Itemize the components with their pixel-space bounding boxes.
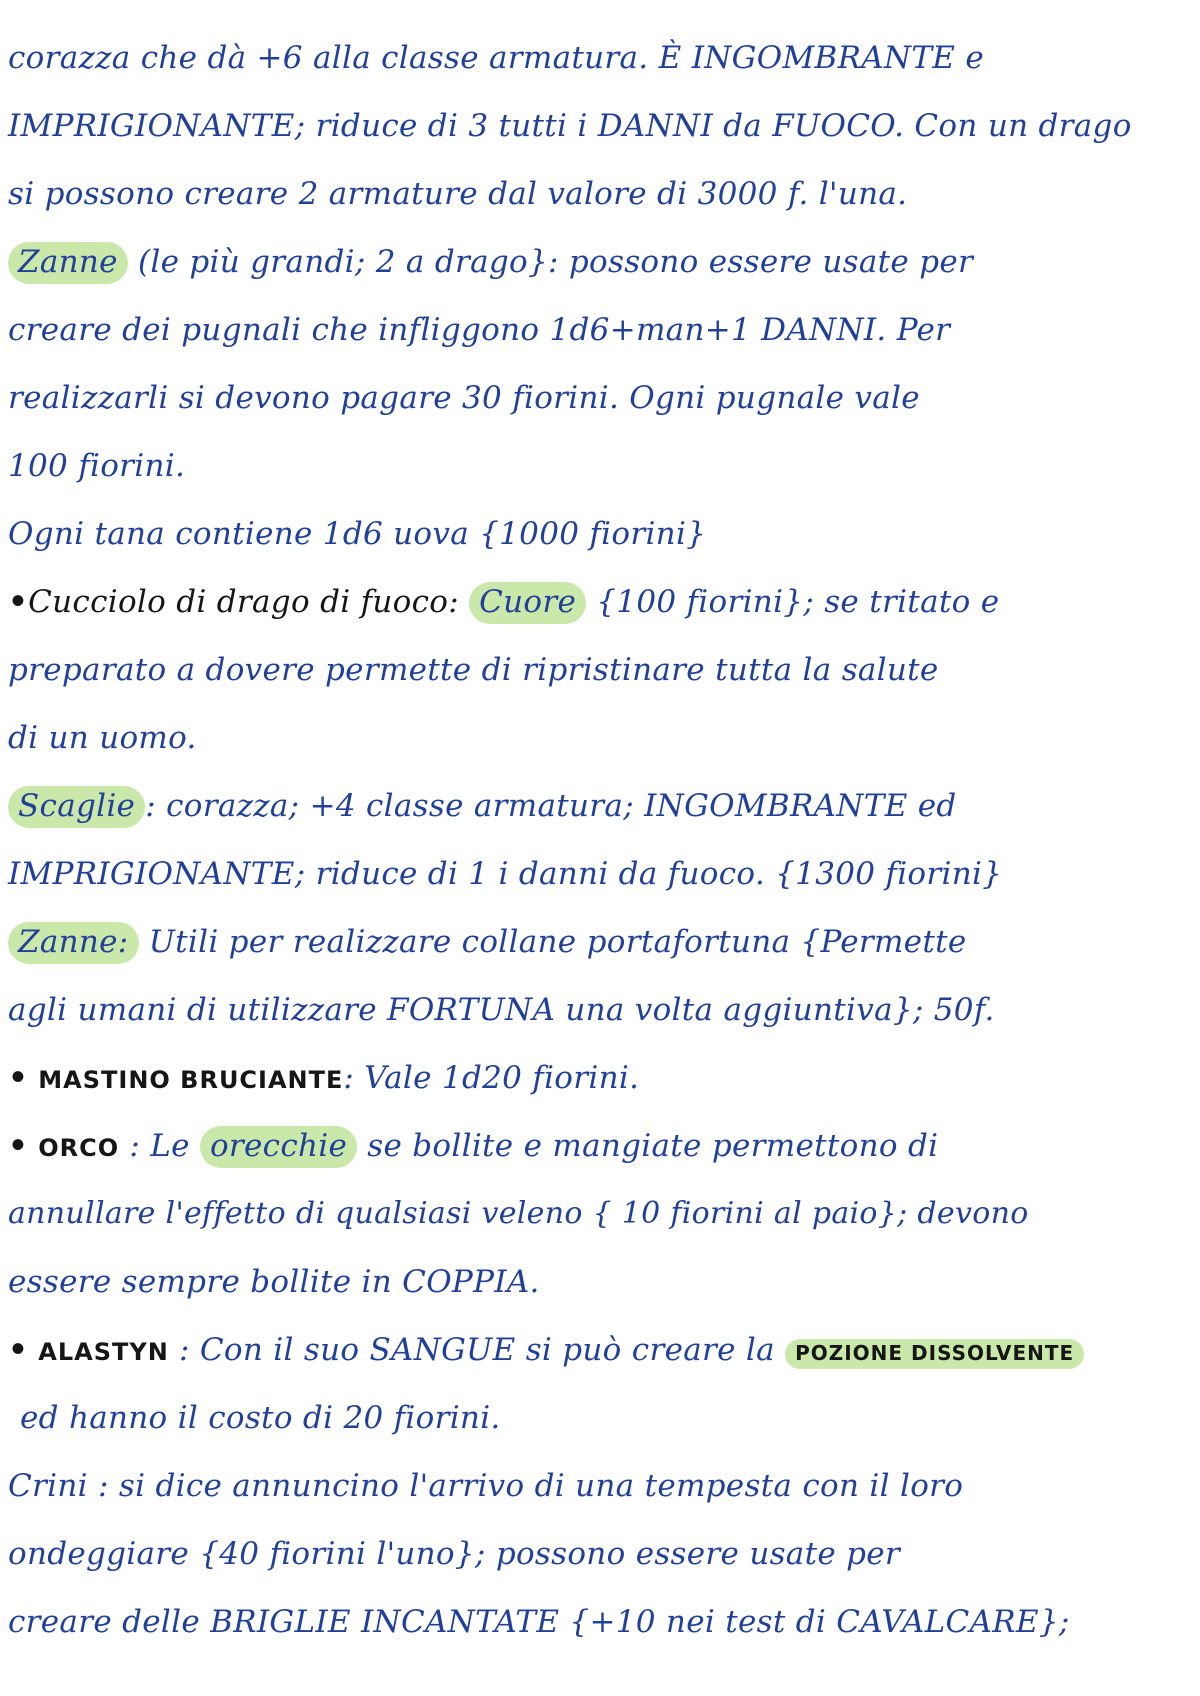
note-text: (le più grandi; 2 a drago}: possono essere usate per [127, 244, 974, 280]
highlighted-term: Zanne [8, 242, 128, 284]
note-line-12 [8, 780, 1192, 832]
note-text: IMPRIGIONANTE; riduce di 3 tutti i DANNI da FUOCO. Con un drago [8, 108, 1132, 144]
note-text: : corazza; +4 classe armatura; INGOMBRANTE ed [145, 788, 957, 824]
note-text: Ogni tana contiene 1d6 uova {1000 fiorini} [8, 516, 707, 552]
note-text: annullare l'effetto di qualsiasi veleno { 10 fiorini al paio}; devono [8, 1196, 1029, 1231]
note-text: creare delle BRIGLIE INCANTATE {+10 nei test di CAVALCARE}; [8, 1604, 1070, 1640]
note-line-10 [8, 644, 1192, 696]
note-text: Crini : si dice annuncino l'arrivo di una tempesta con il loro [8, 1468, 964, 1504]
note-text: : Le [119, 1128, 200, 1164]
note-text: 100 fiorini. [8, 448, 186, 484]
note-line-19 [8, 1256, 1192, 1308]
highlighted-term: Cuore [469, 582, 586, 624]
note-text: creare dei pugnali che infliggono 1d6+man+1 DANNI. Per [8, 312, 951, 348]
note-text: di un uomo. [8, 720, 197, 756]
note-line-16 [8, 1052, 1192, 1104]
note-text: : Vale 1d20 fiorini. [343, 1060, 640, 1096]
note-line-2 [8, 100, 1192, 152]
note-line-11 [8, 712, 1192, 764]
highlighted-term: Zanne: [8, 922, 139, 964]
note-text: IMPRIGIONANTE; riduce di 1 i danni da fuoco. {1300 fiorini} [8, 856, 1003, 892]
note-text: si possono creare 2 armature dal valore di 3000 f. l'una. [8, 176, 908, 212]
note-text: : Con il suo SANGUE si può creare la [168, 1332, 786, 1368]
note-line-14 [8, 916, 1192, 968]
entry-title: ORCO [38, 1134, 120, 1162]
note-text: corazza che dà +6 alla classe armatura. È INGOMBRANTE e [8, 40, 985, 76]
note-line-23 [8, 1528, 1192, 1580]
note-line-6 [8, 372, 1192, 424]
bullet-icon: • [8, 584, 29, 620]
note-text: se bollite e mangiate permettono di [357, 1128, 939, 1164]
note-text: {100 fiorini}; se tritato e [586, 584, 1000, 620]
note-line-18 [8, 1188, 1192, 1240]
note-line-8 [8, 508, 1192, 560]
note-text: ondeggiare {40 fiorini l'uno}; possono essere usate per [8, 1536, 901, 1572]
note-line-7 [8, 440, 1192, 492]
note-line-13 [8, 848, 1192, 900]
note-text: Utili per realizzare collane portafortuna {Permette [138, 924, 967, 960]
note-line-17 [8, 1120, 1192, 1172]
note-line-4 [8, 236, 1192, 288]
note-text: agli umani di utilizzare FORTUNA una volta aggiuntiva}; 50f. [8, 992, 995, 1028]
note-text: essere sempre bollite in COPPIA. [8, 1264, 540, 1300]
entry-title: ALASTYN [38, 1338, 169, 1366]
note-text: realizzarli si devono pagare 30 fiorini. Ogni pugnale vale [8, 380, 920, 416]
bullet-icon: • [8, 1128, 29, 1164]
note-line-3 [8, 168, 1192, 220]
note-line-15 [8, 984, 1192, 1036]
highlighted-term: Scaglie [8, 786, 145, 828]
entry-title: Cucciolo di drago di fuoco: [28, 584, 470, 620]
highlighted-term: orecchie [200, 1126, 357, 1168]
note-line-9 [8, 576, 1192, 628]
note-text: ed hanno il costo di 20 fiorini. [20, 1400, 501, 1436]
note-line-21 [20, 1392, 1192, 1444]
bullet-icon: • [8, 1060, 29, 1096]
bullet-icon: • [8, 1332, 29, 1368]
note-line-5 [8, 304, 1192, 356]
note-line-24 [8, 1596, 1192, 1648]
note-text: preparato a dovere permette di ripristinare tutta la salute [8, 652, 939, 688]
note-line-20 [8, 1324, 1192, 1376]
entry-title: MASTINO BRUCIANTE [38, 1066, 344, 1094]
highlighted-term: POZIONE DISSOLVENTE [785, 1339, 1084, 1369]
note-line-1 [8, 32, 1192, 84]
note-line-22 [8, 1460, 1192, 1512]
